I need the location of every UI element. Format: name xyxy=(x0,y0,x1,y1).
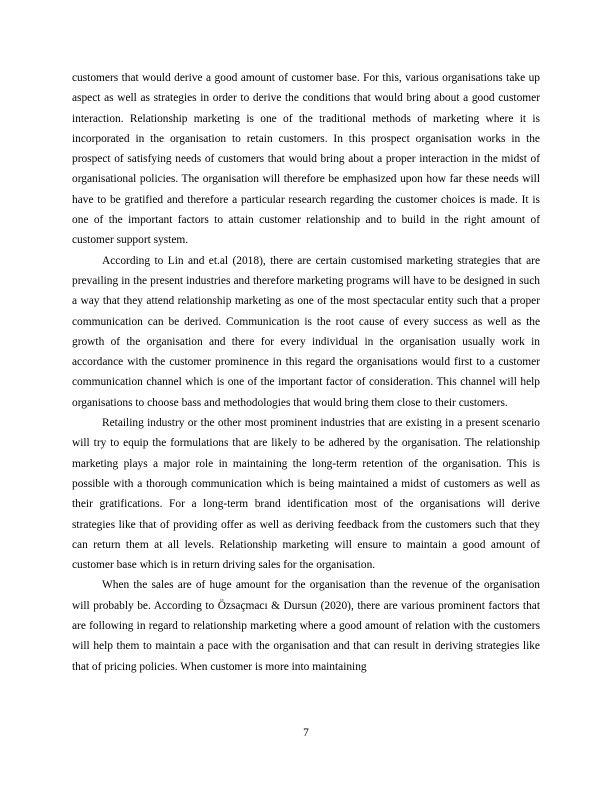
paragraph-4: When the sales are of huge amount for the organisation than the revenue of the organisation will probably be. According to Özsaçmacı & Dursun (2020), there are various prominent factors that are following in regard to relationship marketing where a good amount of relation with the customers will help them to maintain a pace with the organisation and that can result in deriving strategies like that of pricing policies. When customer is more into maintaining xyxy=(72,579,540,673)
paragraph-3: Retailing industry or the other most prominent industries that are existing in a present scenario will try to equip the formulations that are likely to be adhered by the organisation. The relationship marketing plays a major role in maintaining the long-term retention of the organisation. This is possible with a thorough communication which is being maintained a midst of customers as well as their gratifications. For a long-term brand identification most of the organisations will derive strategies like that of providing offer as well as deriving feedback from the customers such that they can return them at all levels. Relationship marketing will ensure to maintain a good amount of customer base which is in return driving sales for the organisation. xyxy=(72,417,540,572)
body-text xyxy=(72,68,540,677)
paragraph-1: customers that would derive a good amount of customer base. For this, various organisations take up aspect as well as strategies in order to derive the conditions that would bring about a good customer interaction. Relationship marketing is one of the traditional methods of marketing where it is incorporated in the organisation to retain customers. In this prospect organisation works in the prospect of satisfying needs of customers that would bring about a proper interaction in the midst of organisational policies. The organisation will therefore be emphasized upon how far these needs will have to be gratified and therefore a particular research regarding the customer choices is made. It is one of the important factors to attain customer relationship and to build in the right amount of customer support system. xyxy=(72,72,540,247)
paragraph-2: According to Lin and et.al (2018), there are certain customised marketing strategies that are prevailing in the present industries and therefore marketing programs will have to be designed in such a way that they attend relationship marketing as one of the most spectacular entity such that a proper communication can be derived. Communication is the root cause of every success as well as the growth of the organisation and there for every individual in the organisation usually work in accordance with the customer prominence in this regard the organisations would first to a customer communication channel which is one of the important factor of consideration. This channel will help organisations to choose bass and methodologies that would bring them close to their customers. xyxy=(72,254,540,409)
page-number: 7 xyxy=(303,727,309,739)
